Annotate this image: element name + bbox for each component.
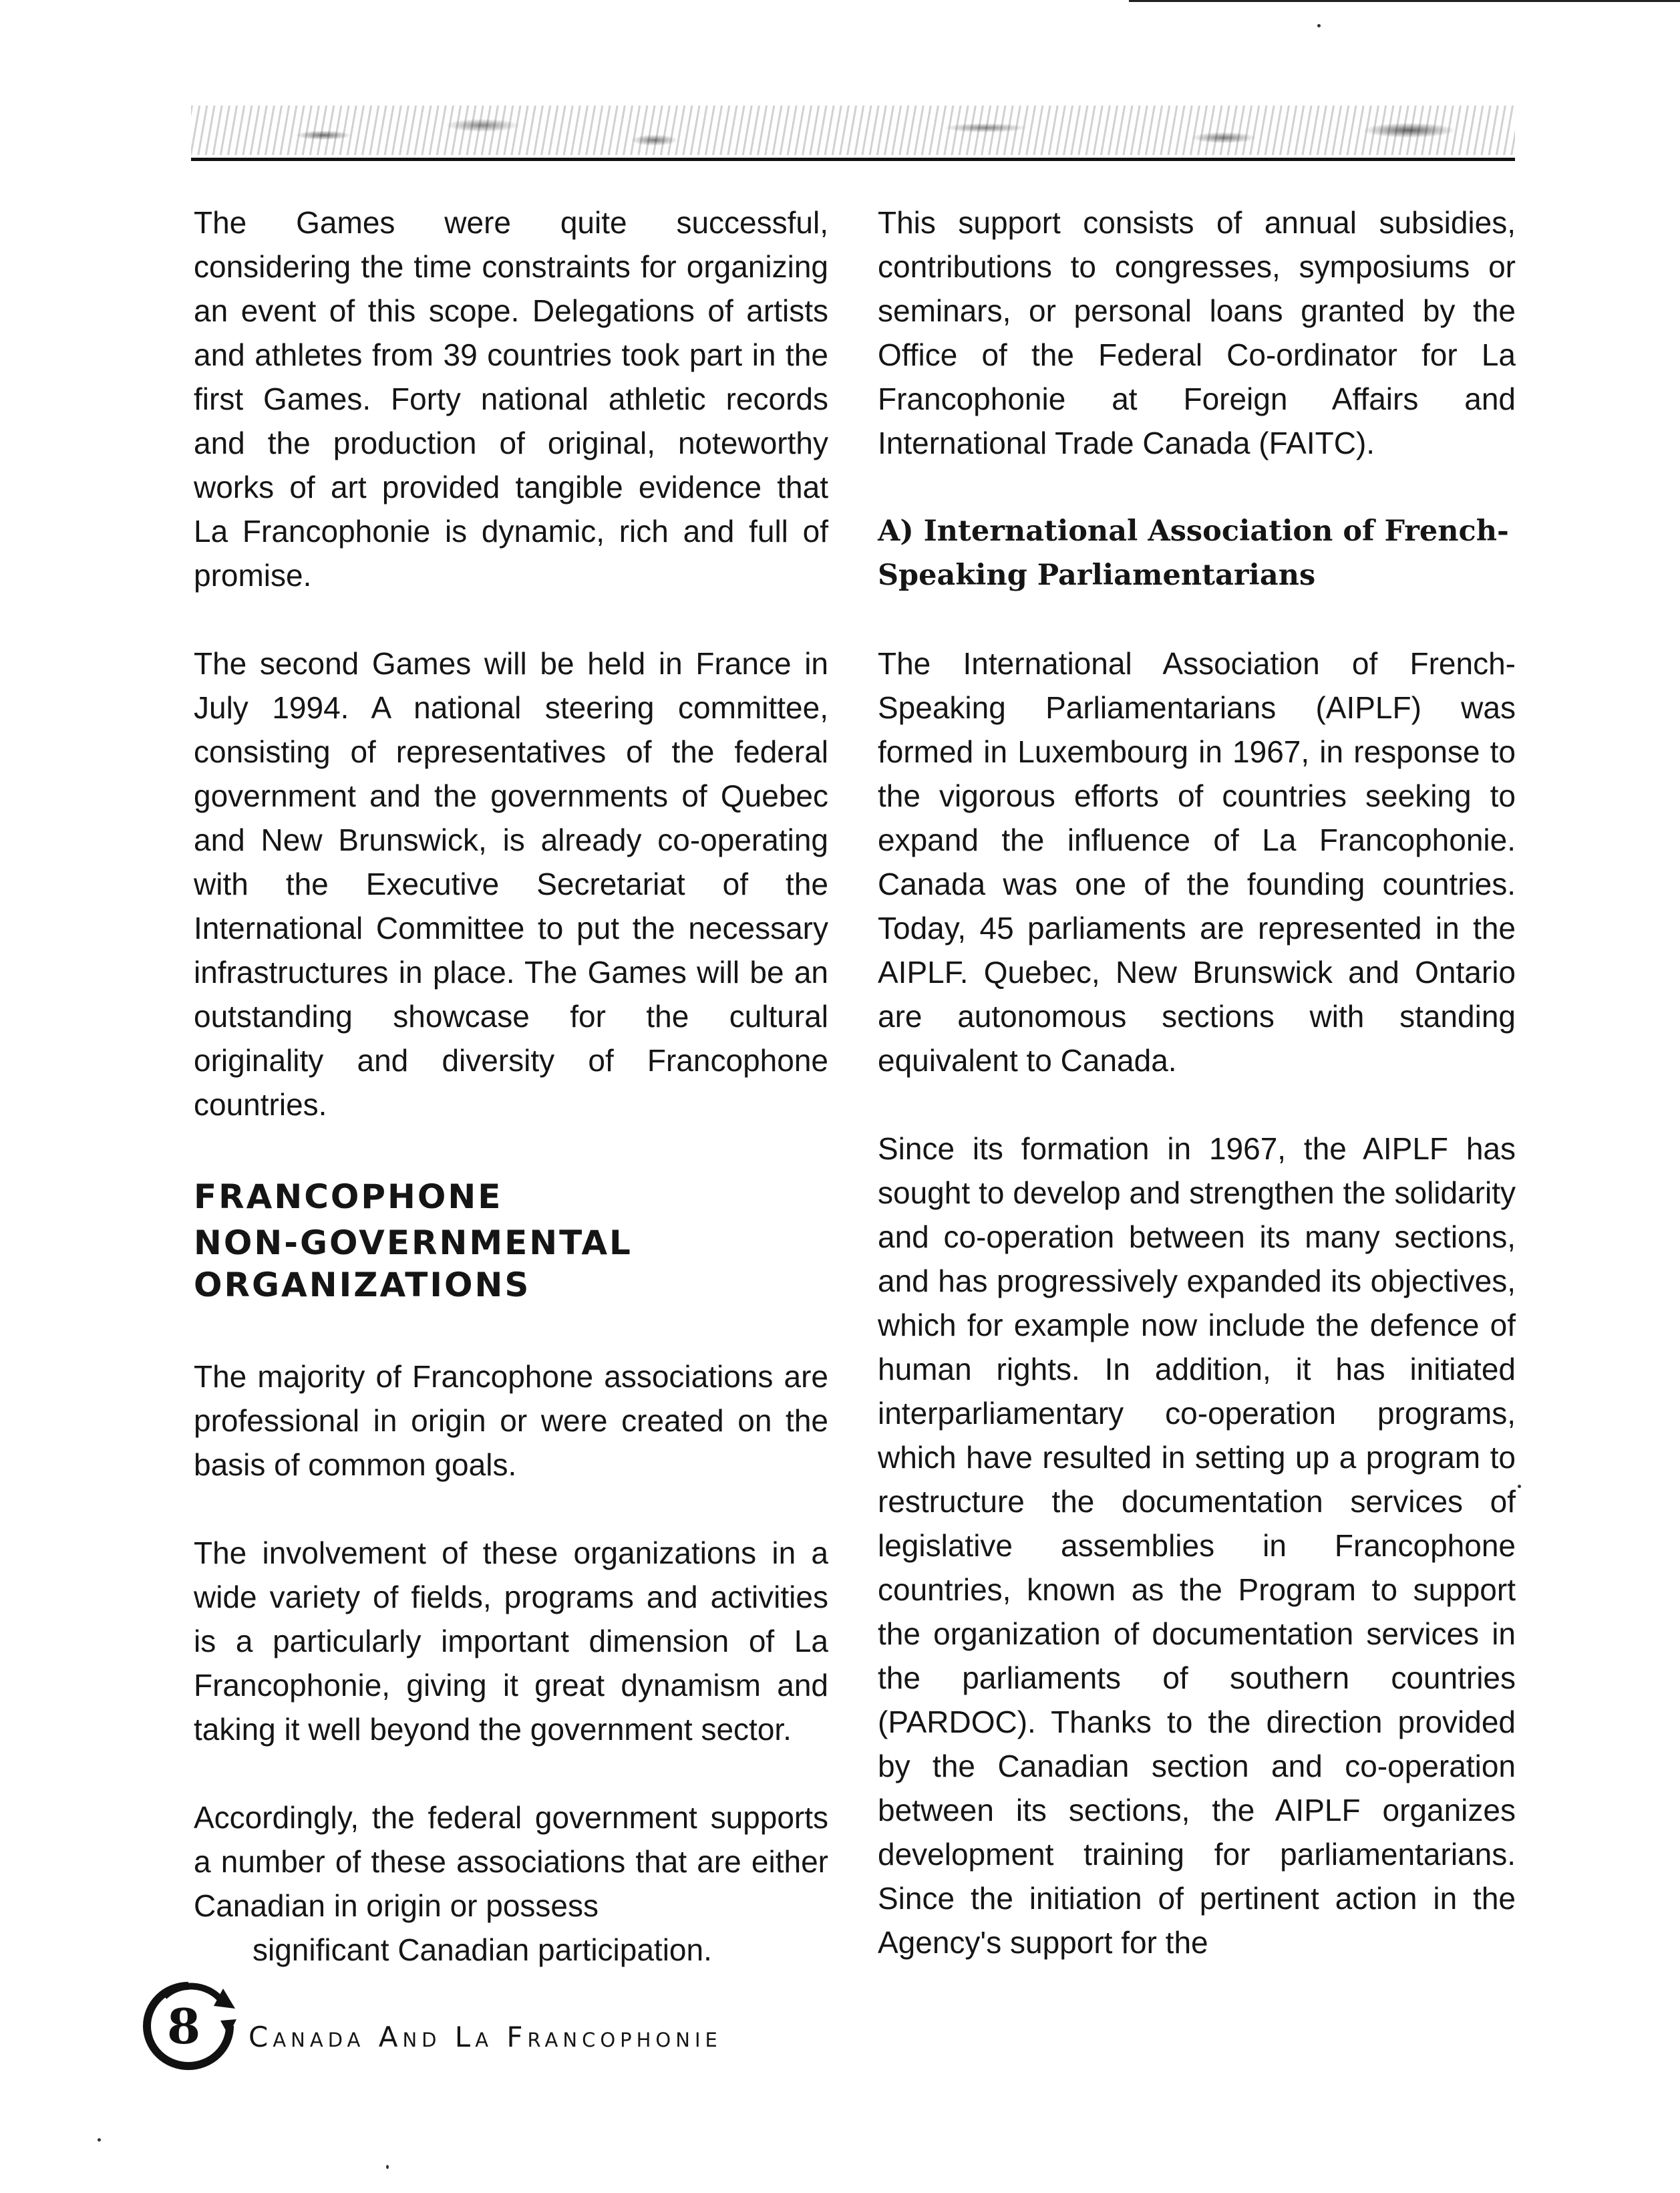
header-rule <box>191 158 1515 161</box>
scan-speck <box>98 2138 101 2142</box>
section-heading <box>194 1171 828 1310</box>
section-heading-line-1: FRANCOPHONE <box>194 1177 503 1216</box>
paragraph-federal-support-end: significant Canadian participation. <box>253 1932 712 1967</box>
paragraph-associations: The majority of Francophone associations are professional in origin or were created on the basis of common goals. <box>194 1359 828 1482</box>
paragraph-aiplf-formation: The International Association of French-Speaking Parliamentarians (AIPLF) was formed in Luxembourg in 1967, in response to the vigorous efforts of countries seeking to expand the influence of La Francophonie. Canada was one of the founding countries. Today, 45 parliaments are represented in the AIPLF. Quebec, New Brunswick and Ontario are autonomous sections with standing equivalent to Canada. <box>878 646 1516 1078</box>
paragraph-involvement: The involvement of these organizations in a wide variety of fields, programs and activities is a particularly important dimension of La Francophonie, giving it great dynamism and taking it well beyond the government sector. <box>194 1536 828 1747</box>
scan-speck <box>386 2165 389 2169</box>
paragraph-support-consists: This support consists of annual subsidies, contributions to congresses, symposiums or seminars, or personal loans granted by the Office of the Federal Co-ordinator for La Francophonie at Foreign Affairs and International Trade Canada (FAITC). <box>878 205 1516 460</box>
page-number: 8 <box>166 1998 201 2055</box>
section-heading-line-2: NON-GOVERNMENTAL <box>194 1223 633 1262</box>
subheading-aiplf-line-1: A) International Association of French- <box>878 515 1509 548</box>
header-decoration <box>191 106 1515 155</box>
paragraph-aiplf-objectives: Since its formation in 1967, the AIPLF has sought to develop and strengthen the solidarity and co-operation between its many sections, and has progressively expanded its objectives, which for example now include the defence of human rights. In addition, it has initiated interparliamentary co-operation programs, which have resulted in setting up a program to restructure the documentation services of legislative assemblies in Francophone countries, known as the Program to support the organization of documentation services in the parliaments of southern countries (PARDOC). Thanks to the direction provided by the Canadian section and co-operation between its sections, the AIPLF organizes development training for parliamentarians. Since the initiation of pertinent action in the Agency's support for the <box>878 1131 1516 1960</box>
subheading-aiplf-line-2: Speaking Parliamentarians <box>878 559 1316 592</box>
section-heading-line-3: ORGANIZATIONS <box>194 1266 531 1304</box>
scan-speck <box>1317 24 1321 27</box>
running-title: Canada And La Francophonie <box>248 2021 722 2053</box>
paragraph-second-games: The second Games will be held in France in July 1994. A national steering committee, consisting of representatives of the federal government and the governments of Quebec and New Brunswick, is already co-operating with the Executive Secretariat of the International Committee to put the necessary infrastructures in place. The Games will be an outstanding showcase for the cultural originality and diversity of Francophone countries. <box>194 646 828 1122</box>
left-column <box>194 200 828 1972</box>
right-column <box>878 200 1516 1964</box>
top-edge-line <box>1129 0 1680 2</box>
paragraph-federal-support: Accordingly, the federal government supports a number of these associations that are either Canadian in origin or possess <box>194 1800 828 1923</box>
paragraph-games-success: The Games were quite successful, considering the time constraints for organizing an event of this scope. Delegations of artists and athletes from 39 countries took part in the first Games. Forty national athletic records and the production of original, noteworthy works of art provided tangible evidence that La Francophonie is dynamic, rich and full of promise. <box>194 205 828 593</box>
scan-speck <box>1518 1485 1521 1488</box>
